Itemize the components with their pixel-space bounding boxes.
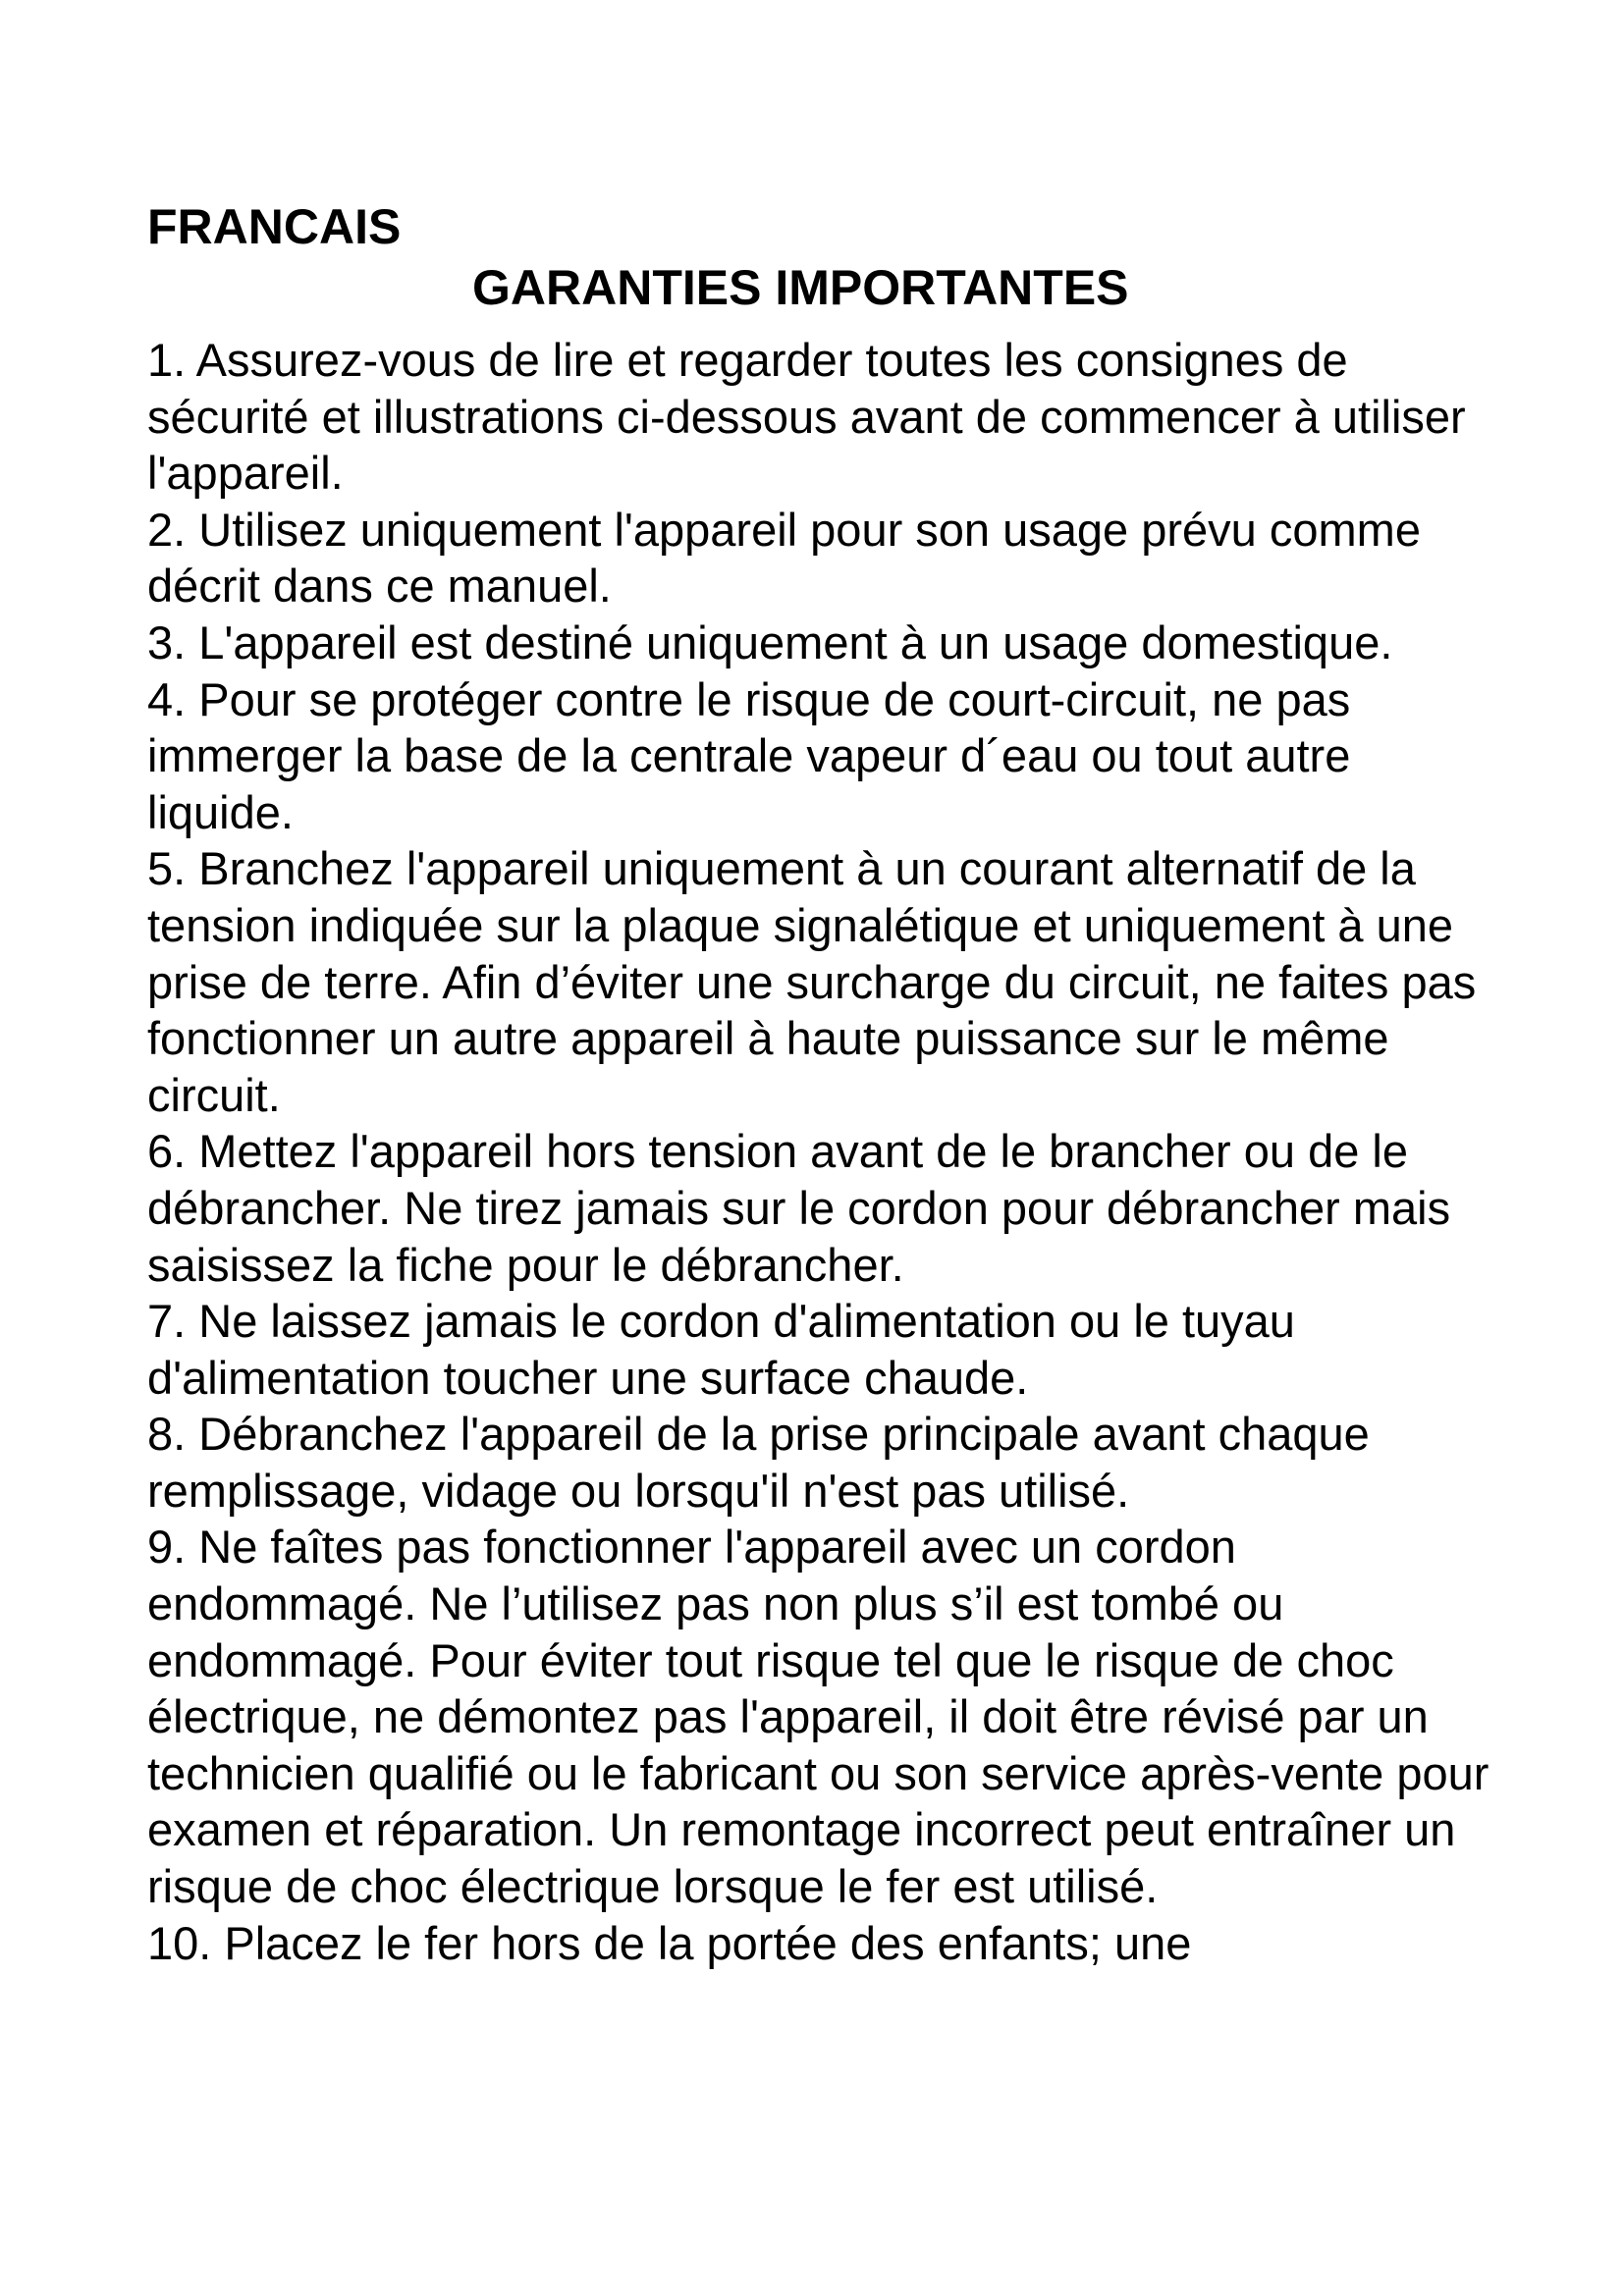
list-item: 9. Ne faîtes pas fonctionner l'appareil avec un cordon endommagé. Ne l’utilisez pas non plus s’il est tombé ou endommagé. Pour éviter tout risque tel que le risque de choc électrique, ne démontez pas l'appareil, il doit être révisé par un technicien qualifié ou le fabricant ou son service après-vente pour examen et réparation. Un remontage incorrect peut entraîner un risque de choc électrique lorsque le fer est utilisé. [147, 1521, 1489, 1913]
list-item: 5. Branchez l'appareil uniquement à un courant alternatif de la tension indiquée sur la plaque signalétique et uniquement à une prise de terre. Afin d’éviter une surcharge du circuit, ne faites pas fonctionner un autre appareil à haute puissance sur le même circuit. [147, 842, 1477, 1121]
safety-list [147, 332, 1502, 1971]
list-item: 1. Assurez-vous de lire et regarder toutes les consignes de sécurité et illustrations ci-dessous avant de commencer à utiliser l'appareil. [147, 334, 1466, 500]
list-item: 3. L'appareil est destiné uniquement à un usage domestique. [147, 615, 1393, 668]
page-title: GARANTIES IMPORTANTES [472, 260, 1129, 315]
language-heading: FRANCAIS [147, 199, 402, 254]
list-item: 10. Placez le fer hors de la portée des enfants; une [147, 1916, 1192, 1969]
document-page [147, 196, 1502, 1971]
list-item: 7. Ne laissez jamais le cordon d'alimentation ou le tuyau d'alimentation toucher une surface chaude. [147, 1295, 1295, 1404]
list-item: 6. Mettez l'appareil hors tension avant de le brancher ou de le débrancher. Ne tirez jamais sur le cordon pour débrancher mais saisissez la fiche pour le débrancher. [147, 1125, 1451, 1291]
list-item: 2. Utilisez uniquement l'appareil pour son usage prévu comme décrit dans ce manuel. [147, 503, 1421, 613]
list-item: 4. Pour se protéger contre le risque de court-circuit, ne pas immerger la base de la centrale vapeur d´eau ou tout autre liquide. [147, 672, 1351, 838]
list-item: 8. Débranchez l'appareil de la prise principale avant chaque remplissage, vidage ou lorsqu'il n'est pas utilisé. [147, 1408, 1370, 1517]
